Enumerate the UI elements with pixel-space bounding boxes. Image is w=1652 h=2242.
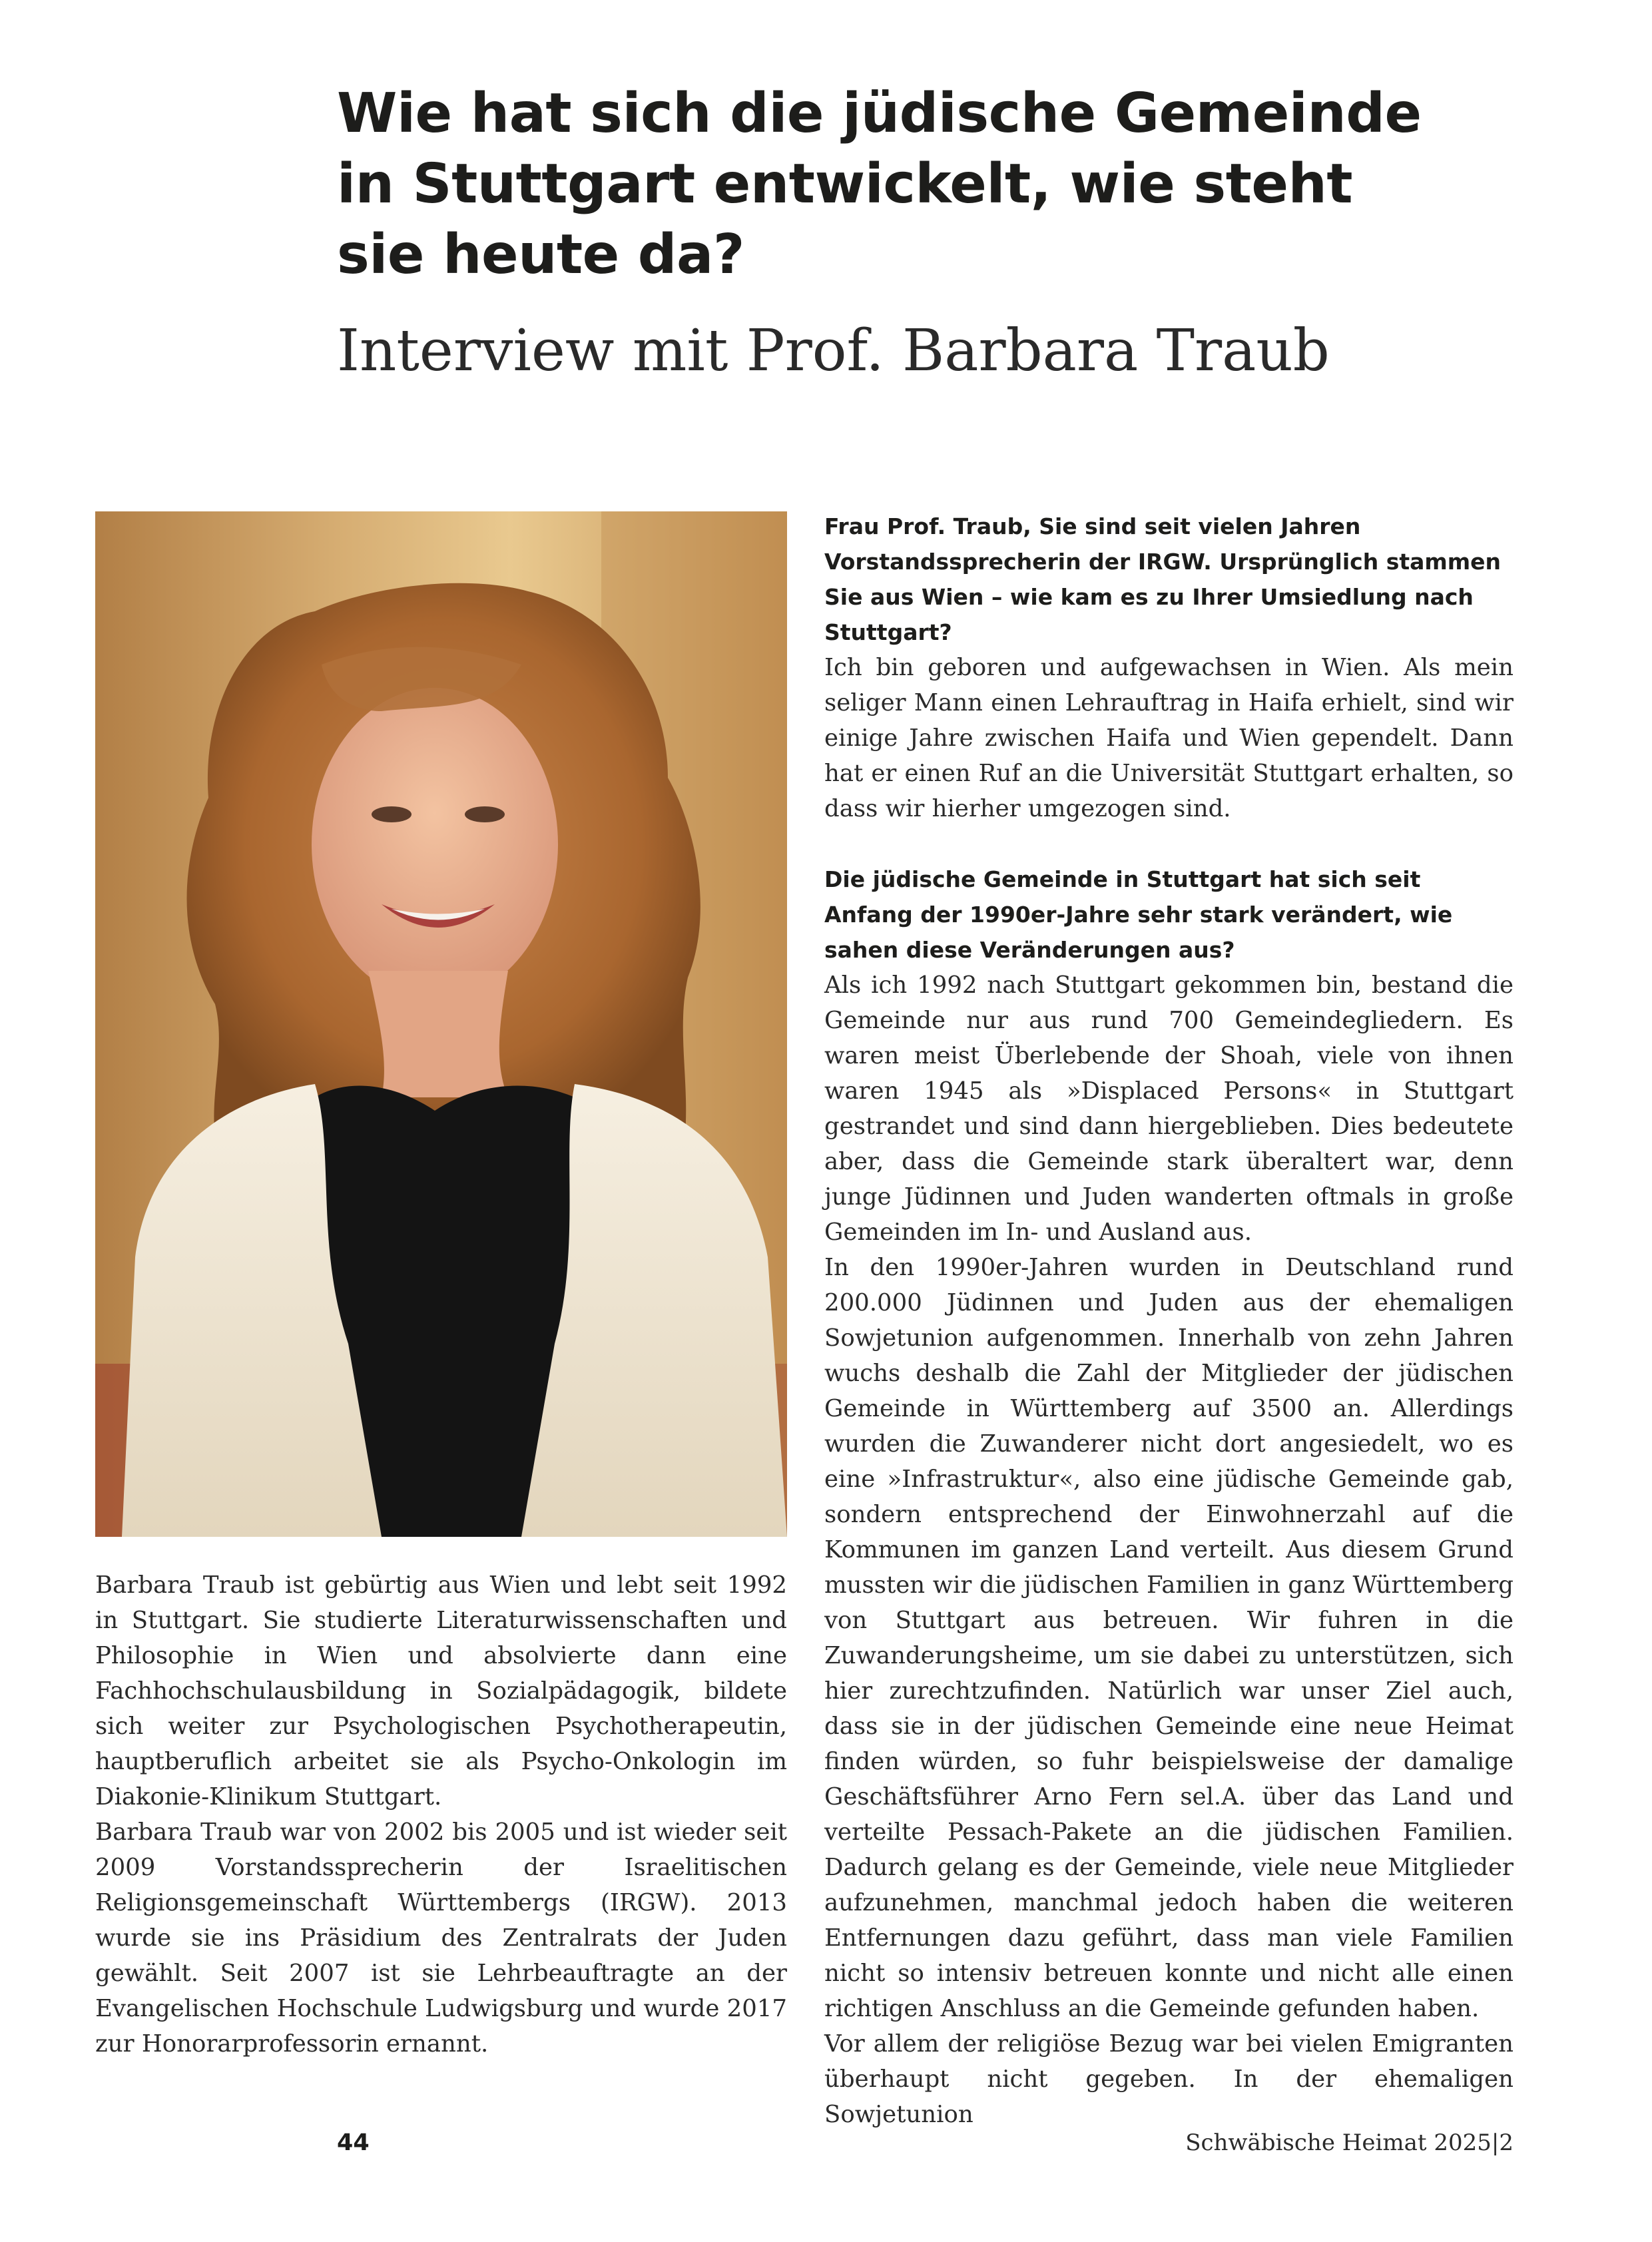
magazine-issue: Schwäbische Heimat 2025|2 — [1185, 2129, 1514, 2156]
paragraph-spacer — [824, 826, 1514, 862]
caption-paragraph: Barbara Traub war von 2002 bis 2005 und ist wieder seit 2009 Vorstandssprecherin der Israelitischen Religionsgemeinschaft Württembergs (IRGW). 2013 wurde sie ins Präsidium des Zentralrats der Juden gewählt. Seit 2007 ist sie Lehrbeauftragte an der Evangelischen Hochschule Ludwigsburg und wurde 2017 zur Honorarprofessorin ernannt. — [95, 1819, 787, 2058]
interview-question: Frau Prof. Traub, Sie sind seit vielen Jahren Vorstandssprecherin der IRGW. Ursprünglich stammen Sie aus Wien – wie kam es zu Ihrer Umsiedlung nach Stuttgart? — [824, 513, 1502, 645]
photo-caption — [95, 1567, 787, 2062]
article-subtitle: Interview mit Prof. Barbara Traub — [337, 318, 1330, 384]
article-headline — [337, 79, 1602, 290]
interview-answer: Ich bin geboren und aufgewachsen in Wien. Als mein seliger Mann einen Lehrauftrag in Haifa erhielt, sind wir einige Jahre zwischen Haifa und Wien gependelt. Dann hat er einen Ruf an die Universität Stuttgart erhalten, so dass wir hierher umgezogen sind. — [824, 654, 1514, 822]
headline-line: in Stuttgart entwickelt, wie steht — [337, 152, 1353, 216]
interview-body — [824, 509, 1514, 2132]
headline-line: Wie hat sich die jüdische Gemeinde — [337, 82, 1422, 145]
caption-paragraph: Barbara Traub ist gebürtig aus Wien und lebt seit 1992 in Stuttgart. Sie studierte Literaturwissenschaften und Philosophie in Wien und absolvierte dann eine Fachhochschulausbildung in Sozialpädagogik, bildete sich weiter zur Psychologischen Psychotherapeutin, hauptberuflich arbeitet sie als Psycho-Onkologin im Diakonie-Klinikum Stuttgart. — [95, 1571, 787, 1811]
interview-answer: In den 1990er-Jahren wurden in Deutschland rund 200.000 Jüdinnen und Juden aus der ehemaligen Sowjetunion aufgenommen. Innerhalb von zehn Jahren wuchs deshalb die Zahl der Mitglieder der jüdischen Gemeinde in Württemberg auf 3500 an. Allerdings wurden die Zuwanderer nicht dort angesiedelt, wo es eine »Infrastruktur«, also eine jüdische Gemeinde gab, sondern entsprechend der Einwohnerzahl auf die Kommunen im ganzen Land verteilt. Aus diesem Grund mussten wir die jüdischen Familien in ganz Württemberg von Stuttgart aus betreuen. Wir fuhren in die Zuwanderungsheime, um sie dabei zu unterstützen, sich hier zurechtzufinden. Natürlich war unser Ziel auch, dass sie in der jüdischen Gemeinde eine neue Heimat finden würden, so fuhr beispielsweise der damalige Geschäftsführer Arno Fern sel.A. über das Land und verteilte Pessach-Pakete an die jüdischen Familien. Dadurch gelang es der Gemeinde, viele neue Mitglieder aufzunehmen, manchmal jedoch haben die weiteren Entfernungen dazu geführt, dass man viele Familien nicht so intensiv betreuen konnte und nicht alle einen richtigen Anschluss an die Gemeinde gefunden haben. — [824, 1254, 1514, 2022]
headline-line: sie heute da? — [337, 223, 744, 286]
interview-question: Die jüdische Gemeinde in Stuttgart hat sich seit Anfang der 1990er-Jahre sehr stark verändert, wie sahen diese Veränderungen aus? — [824, 866, 1453, 963]
interview-answer: Als ich 1992 nach Stuttgart gekommen bin, bestand die Gemeinde nur aus rund 700 Gemeindegliedern. Es waren meist Überlebende der Shoah, viele von ihnen waren 1945 als »Displaced Persons« in Stuttgart gestrandet und sind dann hiergeblieben. Dies bedeutete aber, dass die Gemeinde stark überaltert war, denn junge Jüdinnen und Juden wanderten oftmals in große Gemeinden im In- und Ausland aus. — [824, 972, 1514, 1246]
page-number: 44 — [337, 2129, 370, 2156]
portrait-photo — [95, 511, 787, 1537]
interview-answer: Vor allem der religiöse Bezug war bei vielen Emigranten überhaupt nicht gegeben. In der ehemaligen Sowjetunion — [824, 2030, 1514, 2128]
